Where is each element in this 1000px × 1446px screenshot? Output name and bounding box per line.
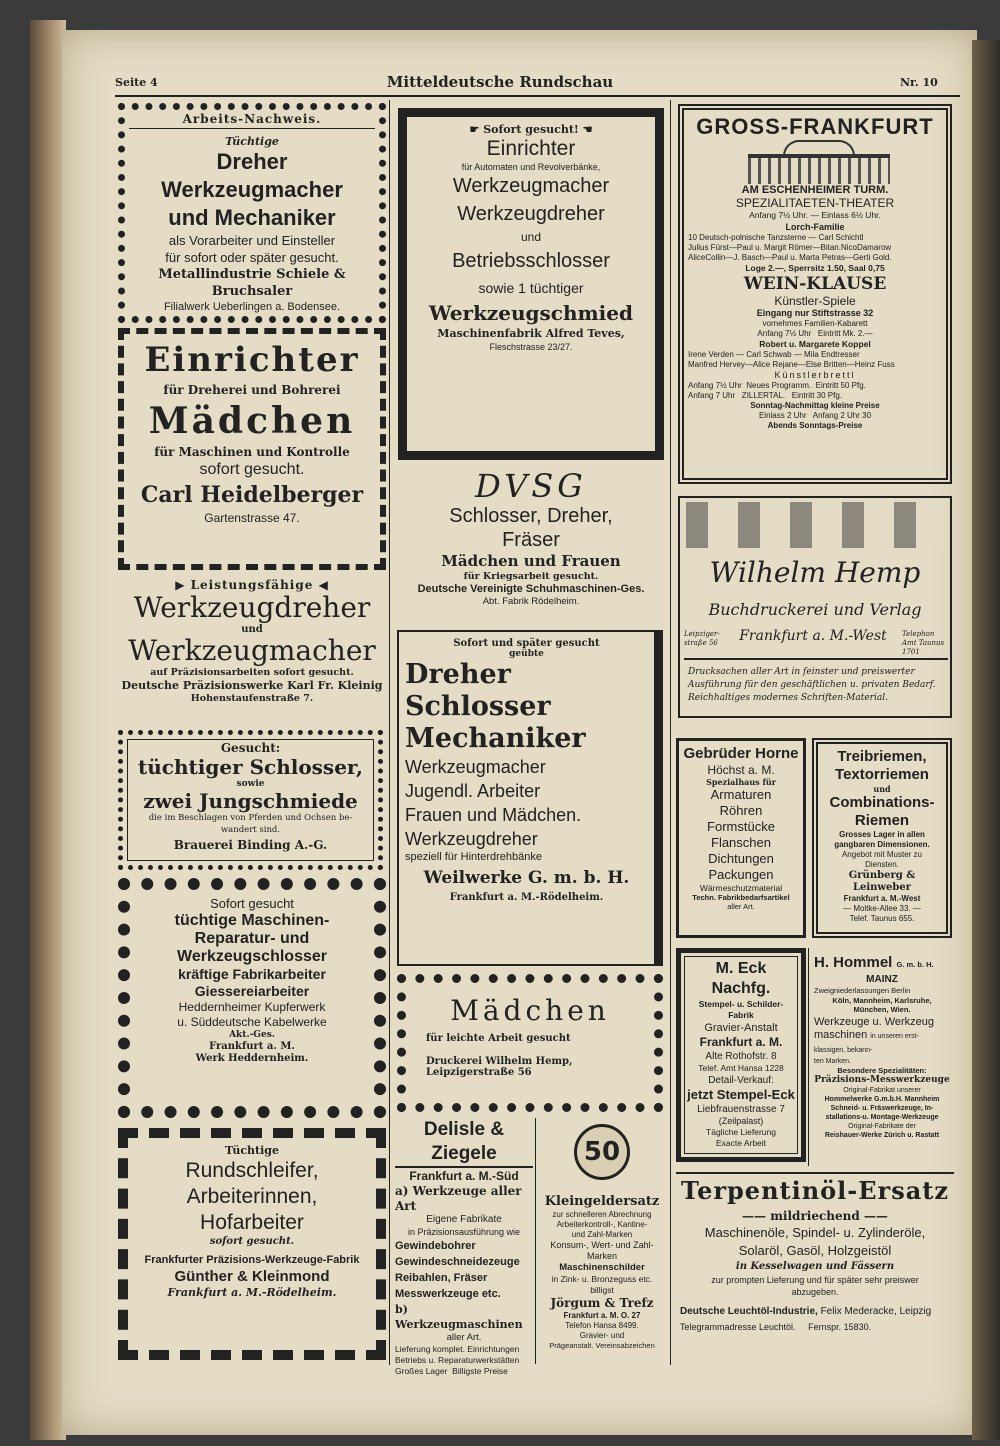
ad14-l7: Ausführung für den geschäftlichen u. privaten Bedarf. bbox=[688, 680, 936, 690]
ad8-l5: Deutsche Vereinigte Schuhmaschinen-Ges. bbox=[417, 582, 645, 595]
ad9-l2: geübte bbox=[509, 649, 544, 659]
ad19-l9: Felix Mederacke, Leipzig bbox=[820, 1306, 932, 1317]
ad11-l4: Eigene Fabrikate bbox=[426, 1214, 502, 1225]
column-rule-1 bbox=[389, 100, 390, 1365]
ad13-l23: Abends Sonntags-Preise bbox=[767, 421, 863, 430]
ad11-divider bbox=[535, 1118, 536, 1364]
ad11-l9: Messwerkzeuge etc. bbox=[395, 1288, 501, 1300]
ad10-l3: Druckerei Wilhelm Hemp, Leipzigerstraße 56 bbox=[426, 1056, 573, 1078]
ad15-l1: Gebrüder Horne bbox=[683, 745, 799, 762]
ad18-l6: Werkzeuge u. Werkzeug bbox=[814, 1015, 935, 1028]
ad14-body bbox=[688, 666, 946, 705]
ad1-l1: Tüchtige bbox=[225, 135, 279, 148]
ad11-l6: Gewindebohrer bbox=[395, 1240, 476, 1252]
ad2-l5: sofort gesucht. bbox=[199, 461, 305, 478]
ad17-l8: jetzt Stempel-Eck bbox=[687, 1087, 795, 1102]
ad17-l11: Tägliche Lieferung bbox=[706, 1127, 776, 1137]
ad17-l1: M. Eck Nachfg. bbox=[711, 960, 771, 997]
ad3-l7: Hohenstaufenstraße 7. bbox=[190, 692, 314, 704]
ad19-l3: Maschinenöle, Spindel- u. Zylinderöle, bbox=[704, 1225, 926, 1240]
ad5-l5: kräftige Fabrikarbeiter bbox=[178, 966, 326, 982]
ad12-l11: Frankfurt a. M. O. 27 bbox=[563, 1311, 641, 1320]
ad13-l2: AM ESCHENHEIMER TURM. bbox=[741, 184, 889, 196]
ad12-l14: Prägeanstalt. Vereinsabzeichen bbox=[549, 1341, 655, 1350]
ad5-l6: Giessereiarbeiter bbox=[194, 983, 310, 999]
ad19-l2: mildriechend bbox=[770, 1209, 860, 1223]
ad4-l5: die im Beschlagen von Pferden und Ochsen be- bbox=[148, 813, 353, 823]
ad10-l2: für leichte Arbeit gesucht bbox=[426, 1033, 571, 1044]
ad9-l1: Sofort und später gesucht bbox=[453, 638, 600, 649]
ad1-l2: Dreher Werkzeugmacher bbox=[161, 149, 343, 202]
ad17-l4: Frankfurt a. M. bbox=[699, 1035, 783, 1049]
ad18-l7-row bbox=[814, 1029, 950, 1057]
issue-number: Nr. 10 bbox=[900, 76, 938, 89]
ad15-l8: Dichtungen bbox=[708, 851, 774, 866]
ad5-l2: tüchtige Maschinen- bbox=[174, 912, 330, 929]
coin-icon bbox=[574, 1124, 630, 1180]
book-edge-left bbox=[30, 20, 66, 1440]
ad13-l19: Anfang 7½ Uhr Neues Programm. Eintritt 50 Pfg. bbox=[688, 381, 866, 390]
ad19-l1: Terpentinöl-Ersatz bbox=[681, 1176, 949, 1205]
ad18-l5: München, Wien. bbox=[853, 1005, 911, 1014]
ad4-l2: tüchtiger Schlosser, bbox=[138, 755, 363, 779]
ad3-l4: Werkzeugmacher bbox=[128, 634, 376, 667]
dvsg-logo: DVSG bbox=[475, 467, 587, 505]
ad19-l6: zur prompten Lieferung und für später sehr preiswer bbox=[711, 1275, 919, 1285]
ad16-l9: Diensten. bbox=[865, 860, 899, 869]
ad11-l1: Delisle & Ziegele bbox=[395, 1118, 533, 1168]
ad9-l4: Schlosser bbox=[405, 691, 551, 722]
ad15-l10: Wärmeschutzmaterial bbox=[699, 883, 783, 893]
ad16-l1: Treibriemen, bbox=[837, 748, 927, 765]
ad18-l7: maschinen bbox=[814, 1028, 868, 1041]
ad17-l2: Stempel- u. Schilder-Fabrik bbox=[698, 999, 784, 1020]
ad19-l4: Solaröl, Gasöl, Holzgeistöl bbox=[738, 1243, 892, 1258]
ad12-l8: in Zink- u. Bronzeguss etc. bbox=[551, 1274, 653, 1284]
ad14-l4: Frankfurt a. M.-West bbox=[739, 628, 887, 644]
ad3-l2: Werkzeugdreher bbox=[133, 591, 371, 624]
ad7-l8: sowie 1 tüchtiger bbox=[478, 280, 584, 296]
ad16-l13: Telef. Taunus 655. bbox=[849, 914, 915, 923]
ad-binding bbox=[118, 730, 383, 870]
ad-kleinig bbox=[118, 578, 386, 720]
ad13-l20: Anfang 7 Uhr ZILLERTAL. Eintritt 30 Pfg. bbox=[688, 391, 842, 400]
header-rule bbox=[115, 95, 960, 97]
ad18-l8: ten Marken. bbox=[814, 1057, 851, 1065]
ad15-l3: Spezialhaus für bbox=[706, 777, 776, 787]
ad15-l6: Formstücke bbox=[707, 819, 775, 834]
ad9-l5: Mechaniker bbox=[405, 723, 586, 754]
ad16-l4: Combinations- bbox=[829, 794, 935, 811]
ad-h-hommel bbox=[812, 952, 952, 1166]
ad11-l3: a) Werkzeuge aller Art bbox=[395, 1184, 522, 1213]
ad11-l14: Großes Lager Billigste Preise bbox=[395, 1365, 508, 1376]
ad13-l7: Julius Fürst—Paul u. Margit Römer—Bitan.NicoDamarow bbox=[688, 243, 892, 252]
ad16-l8: Angebot mit Muster zu bbox=[841, 850, 923, 859]
ad16-l7: gangbaren Dimensionen. bbox=[834, 840, 930, 849]
ad16-l6: Grosses Lager in allen bbox=[839, 830, 925, 839]
ad6-l6: Frankfurter Präzisions-Werkzeuge-Fabrik bbox=[144, 1254, 360, 1266]
ad1-l5: für sofort oder später gesucht. bbox=[165, 250, 339, 265]
ad-m-eck bbox=[676, 948, 806, 1162]
ad12-l1: Kleingeldersatz bbox=[544, 1194, 660, 1209]
ad19-l7: abzugeben. bbox=[791, 1287, 839, 1297]
ad7-l5: Werkzeugdreher bbox=[457, 203, 605, 225]
ad15-l4: Armaturen bbox=[710, 787, 772, 802]
ad8-l3: Mädchen und Frauen bbox=[441, 552, 621, 570]
ad3-l3: und bbox=[241, 624, 263, 635]
ad5-l1: Sofort gesucht bbox=[210, 896, 294, 911]
ad1-l7: Filialwerk Ueberlingen a. Bodensee. bbox=[163, 301, 341, 313]
ad-gebrueder-horne bbox=[676, 738, 806, 938]
ad12-l12: Telefon Hansa 8499. bbox=[565, 1321, 639, 1330]
ad-weilwerke bbox=[397, 630, 663, 966]
ad18-l13: Schneid- u. Fräswerkzeuge, In- bbox=[830, 1105, 934, 1112]
ad7-l7: Betriebsschlosser bbox=[452, 250, 610, 272]
ad12-l2: zur schnelleren Abrechnung bbox=[552, 1210, 652, 1219]
ad6-l8: Frankfurt a. M.-Rödelheim. bbox=[167, 1286, 337, 1299]
ad18-l15: Original-Fabrikate der bbox=[848, 1123, 916, 1130]
ad7-l1-text: Sofort gesucht! bbox=[483, 123, 579, 136]
ad6-l5: sofort gesucht. bbox=[209, 1236, 295, 1247]
ad13-l21: Sonntag-Nachmittag kleine Preise bbox=[750, 401, 880, 410]
ad13-l8: AliceCollin—J. Basch—Paul u. Marta Petras—Gerti Gold. bbox=[688, 253, 892, 262]
ad13-l10: WEIN-KLAUSE bbox=[743, 274, 887, 294]
ad-wilhelm-hemp bbox=[678, 496, 952, 718]
ad6-l2: Rundschleifer, bbox=[185, 1159, 319, 1182]
ad2-l3: Mädchen bbox=[148, 400, 356, 442]
ad18-l7c: klassigen, bekann- bbox=[814, 1046, 873, 1054]
ad7-l6: und bbox=[520, 230, 542, 244]
ad17-l3: Gravier-Anstalt bbox=[704, 1022, 778, 1034]
ad11-l11: aller Art. bbox=[446, 1332, 482, 1343]
ad19-l10: Telegrammadresse Leuchtöl. bbox=[680, 1322, 796, 1332]
ad7-l3: für Automaten und Revolverbänke, bbox=[461, 162, 601, 172]
ad8-l1: Schlosser, Dreher, bbox=[449, 505, 613, 527]
ad18-l10: Präzisions-Messwerkzeuge bbox=[814, 1075, 950, 1085]
ad14-l2: Buchdruckerei und Verlag bbox=[708, 600, 922, 619]
ad12-l5: Konsum-, Wert- und Zahl- bbox=[550, 1240, 654, 1250]
ad19-l2-row: —— mildriechend —— bbox=[742, 1209, 888, 1223]
ad3-l1: ▶ Leistungsfähige ◀ bbox=[175, 578, 329, 592]
ad16-l2: Textorriemen bbox=[835, 766, 929, 783]
ad4-l4: zwei Jungschmiede bbox=[143, 789, 358, 813]
ad5-l10: Frankfurt a. M. bbox=[209, 1041, 295, 1052]
ad19-l5: in Kesselwagen und Fässern bbox=[735, 1261, 895, 1272]
ad-gross-frankfurt bbox=[678, 104, 952, 484]
ad-guenther-kleinmond bbox=[118, 1128, 386, 1360]
ad16-l3: und bbox=[873, 784, 891, 794]
ad12-l7: Maschinenschilder bbox=[559, 1262, 645, 1273]
ad11-l10: b) Werkzeugmaschinen bbox=[395, 1303, 523, 1331]
newspaper-title: Mitteldeutsche Rundschau bbox=[386, 73, 614, 91]
ad8-l4: für Kriegsarbeit gesucht. bbox=[463, 571, 599, 582]
ad2-l2: für Dreherei und Bohrerei bbox=[163, 383, 341, 397]
ad13-l9: Loge 2.—, Sperrsitz 1.50, Saal 0,75 bbox=[745, 263, 885, 273]
ad6-l4: Hofarbeiter bbox=[200, 1211, 304, 1234]
ad4-l3: sowie bbox=[236, 779, 265, 789]
ad15-l12: aller Art. bbox=[727, 902, 755, 911]
ad2-l7: Gartenstrasse 47. bbox=[204, 511, 300, 525]
ad5-l11: Werk Heddernheim. bbox=[195, 1053, 309, 1064]
ad14-l8: Reichhaltiges modernes Schriften-Material. bbox=[688, 693, 888, 703]
ad7-l2: Einrichter bbox=[486, 137, 576, 160]
ad17-l7: Detail-Verkauf: bbox=[708, 1075, 774, 1086]
ad12-l4: und Zahl-Marken bbox=[571, 1230, 633, 1239]
ad18-l4: Köln, Mannheim, Karlsruhe, bbox=[832, 995, 932, 1005]
ad12-l13: Gravier- und bbox=[579, 1331, 625, 1340]
ad15-l7: Flanschen bbox=[711, 835, 771, 850]
ad17-l12: Exacte Arbeit bbox=[715, 1138, 767, 1148]
ad18-l9: Besondere Spezialitäten: bbox=[837, 1065, 927, 1075]
ad11-l2: Frankfurt a. M.-Süd bbox=[409, 1169, 519, 1183]
ad4-l1: Gesucht: bbox=[220, 741, 281, 755]
ad17-l5: Alte Rothofstr. 8 bbox=[705, 1051, 777, 1062]
ad12-l9: billigst bbox=[590, 1285, 614, 1295]
ad15-l9: Packungen bbox=[708, 867, 774, 882]
ad4-l6: wandert sind. bbox=[220, 824, 281, 835]
page-label: Seite 4 bbox=[115, 76, 158, 89]
ad4-l7: Brauerei Binding A.-G. bbox=[173, 838, 328, 852]
ad9-l11: Weilwerke G. m. b. H. bbox=[423, 868, 630, 888]
ad-heddernheim bbox=[118, 878, 386, 1118]
ad3-l6: Deutsche Präzisionswerke Karl Fr. Kleinig bbox=[121, 678, 383, 692]
ad7-l1: ☛ Sofort gesucht! ☚ bbox=[469, 123, 593, 136]
ad13-l6: 10 Deutsch-polnische Tanzsterne — Carl Schichtl bbox=[688, 233, 864, 242]
ad11-l12: Lieferung komplet. Einrichtungen bbox=[395, 1343, 520, 1354]
ad11-l7: Gewindeschneidezeuge bbox=[395, 1256, 520, 1268]
ad2-l1: Einrichter bbox=[144, 340, 360, 380]
ad9-l7: Jugendl. Arbeiter bbox=[405, 781, 541, 801]
ad14-l5: Telephon Amt Taunus 1701 bbox=[902, 630, 945, 656]
ad13-l4: Anfang 7½ Uhr. — Einlass 6½ Uhr. bbox=[749, 210, 881, 220]
ad14-l3: Leipziger-straße 56 bbox=[684, 630, 720, 647]
ad13-l12: Eingang nur Stiftstrasse 32 bbox=[756, 308, 874, 318]
ad-dvsg bbox=[398, 468, 664, 618]
ad9-l3: Dreher bbox=[405, 659, 511, 690]
ad12-l10: Jörgum & Trefz bbox=[550, 1296, 654, 1310]
ad13-l5: Lorch-Familie bbox=[785, 221, 845, 232]
ad12-l6: Marken bbox=[586, 1251, 617, 1261]
theater-building-picture bbox=[688, 140, 942, 184]
ornament-banner bbox=[686, 502, 944, 548]
ad16-l12: — Moltke-Allee 33. — bbox=[843, 904, 921, 913]
ad-terpentinoel bbox=[676, 1172, 954, 1362]
ad6-l1: Tüchtige bbox=[225, 1144, 279, 1157]
ad19-row1 bbox=[676, 1304, 954, 1320]
ad13-l11: Künstler-Spiele bbox=[774, 294, 856, 308]
ad9-l9: Werkzeugdreher bbox=[405, 829, 538, 849]
ad2-l4: für Maschinen und Kontrolle bbox=[154, 445, 350, 459]
ad1-l3: und Mechaniker bbox=[168, 205, 336, 230]
ad1-l6: Metallindustrie Schiele & Bruchsaler bbox=[158, 267, 346, 299]
ad13-l15: Robert u. Margarete Koppel bbox=[759, 339, 871, 349]
ad-joergum-trefz bbox=[537, 1118, 667, 1364]
ad10-l1: Mädchen bbox=[450, 994, 610, 1027]
ad8-l6: Abt. Fabrik Rödelheim. bbox=[482, 595, 580, 607]
ad17-l10: (Zeilpalast) bbox=[718, 1116, 764, 1126]
ad17-18-divider bbox=[808, 948, 809, 1166]
ad18-l12: Hommelwerke G.m.b.H. Mannheim bbox=[824, 1096, 940, 1103]
ad-heidelberger bbox=[118, 328, 386, 570]
ad13-l16: Irene Verden — Carl Schwab — Mila Endtresser bbox=[688, 350, 860, 359]
ad9-l12: Frankfurt a. M.-Rödelheim. bbox=[449, 892, 604, 903]
ad5-l7: Heddernheimer Kupferwerk bbox=[178, 1000, 326, 1014]
ad9-l8: Frauen und Mädchen. bbox=[405, 805, 582, 825]
ad15-l5: Röhren bbox=[719, 803, 763, 818]
ad3-l5: auf Präzisionsarbeiten sofort gesucht. bbox=[150, 667, 354, 678]
ad5-l3: Reparatur- und bbox=[194, 930, 310, 947]
column-rule-2 bbox=[670, 100, 671, 1365]
ad7-l11: Fleschstrasse 23/27. bbox=[489, 342, 573, 352]
ad19-row2 bbox=[676, 1320, 954, 1334]
ad19-l11: Fernspr. 15830. bbox=[808, 1322, 872, 1332]
ad11-l5: in Präzisionsausführung wie bbox=[407, 1227, 521, 1237]
ad-maedchen-hemp bbox=[397, 974, 663, 1112]
ad6-l7: Günther & Kleinmond bbox=[174, 1268, 330, 1285]
ad-teves bbox=[398, 108, 664, 460]
book-edge-right bbox=[972, 40, 1000, 1440]
ad7-l9: Werkzeugschmied bbox=[428, 301, 633, 325]
ad16-l10: Grünberg & Leinweber bbox=[848, 870, 916, 893]
coin-value: 50 bbox=[583, 1137, 621, 1167]
ad18-l7b: in unseren erst- bbox=[870, 1032, 919, 1040]
ad3-l1-text: Leistungsfähige bbox=[190, 578, 314, 592]
ad11-l13: Betriebs u. Reparaturwerkstätten bbox=[395, 1354, 520, 1365]
ad13-l1: GROSS-FRANKFURT bbox=[696, 114, 934, 139]
ad12-l3: Arbeiterkontroll-, Kantine- bbox=[556, 1220, 648, 1229]
ad13-l13: vornehmes Familien-Kabarett bbox=[762, 319, 868, 328]
ad13-l17: Manfred Hervey—Alice Rejane—Else Britten—Heinz Fuss bbox=[688, 360, 895, 369]
ad15-l2: Höchst a. M. bbox=[707, 763, 775, 777]
ad-delisle-ziegele bbox=[395, 1118, 533, 1376]
ad2-l6: Carl Heidelberger bbox=[140, 482, 364, 508]
ad18-l3: Zweigniederlassungen Berlin bbox=[814, 986, 911, 995]
ad7-l4: Werkzeugmacher bbox=[452, 175, 610, 197]
ad18-l2: MAINZ bbox=[866, 974, 898, 985]
ad18-l1: H. Hommel bbox=[814, 954, 893, 971]
ad-arbeitsnachweis bbox=[118, 103, 386, 323]
ad18-l16: Reishauer-Werke Zürich u. Rastatt bbox=[824, 1132, 940, 1139]
ad13-l18: Künstlerbrettl bbox=[774, 370, 856, 380]
ad18-l11: Original-Fabrikat unserer bbox=[843, 1087, 921, 1094]
ad-gruenberg-leinweber bbox=[812, 738, 952, 938]
ad18-l1b: G. m. b. H. bbox=[896, 960, 934, 969]
ad14-l1: Wilhelm Hemp bbox=[709, 556, 921, 589]
ad15-l11: Techn. Fabrikbedarfsartikel bbox=[692, 893, 790, 902]
ad1-head: Arbeits-Nachweis. bbox=[129, 110, 375, 129]
ad5-l8: u. Süddeutsche Kabelwerke bbox=[177, 1015, 327, 1029]
ad13-l14: Anfang 7½ Uhr Eintritt Mk. 2.— bbox=[757, 329, 873, 338]
ad17-l6: Telef. Amt Hansa 1228 bbox=[698, 1063, 784, 1073]
ad13-l3: SPEZIALITAETEN-THEATER bbox=[735, 196, 895, 210]
ad6-l3: Arbeiterinnen, bbox=[186, 1185, 318, 1208]
ad8-l2: Fräser bbox=[502, 529, 560, 551]
ad9-l6: Werkzeugmacher bbox=[405, 757, 546, 777]
ad13-l22: Einlass 2 Uhr Anfang 2 Uhr 30 bbox=[758, 411, 872, 420]
ad16-l11: Frankfurt a. M.-West bbox=[843, 894, 921, 903]
ad5-l4: Werkzeugschlosser bbox=[177, 948, 327, 965]
ad17-l9: Liebfrauenstrasse 7 bbox=[697, 1104, 785, 1115]
ad14-l6: Drucksachen aller Art in feinster und preiswerter bbox=[688, 667, 915, 677]
ad5-l9: Akt.-Ges. bbox=[229, 1030, 275, 1040]
ad11-l8: Reibahlen, Fräser bbox=[395, 1272, 488, 1284]
ad1-l4: als Vorarbeiter und Einsteller bbox=[168, 233, 336, 248]
ad7-l10: Maschinenfabrik Alfred Teves, bbox=[437, 327, 625, 340]
ad19-l8: Deutsche Leuchtöl-Industrie, bbox=[680, 1306, 818, 1317]
ad9-l10: speziell für Hinterdrehbänke bbox=[405, 851, 542, 863]
ad18-title bbox=[814, 954, 950, 974]
ad18-l14: stallations-u. Montage-Werkzeuge bbox=[825, 1114, 939, 1121]
ad16-l5: Riemen bbox=[854, 812, 910, 829]
